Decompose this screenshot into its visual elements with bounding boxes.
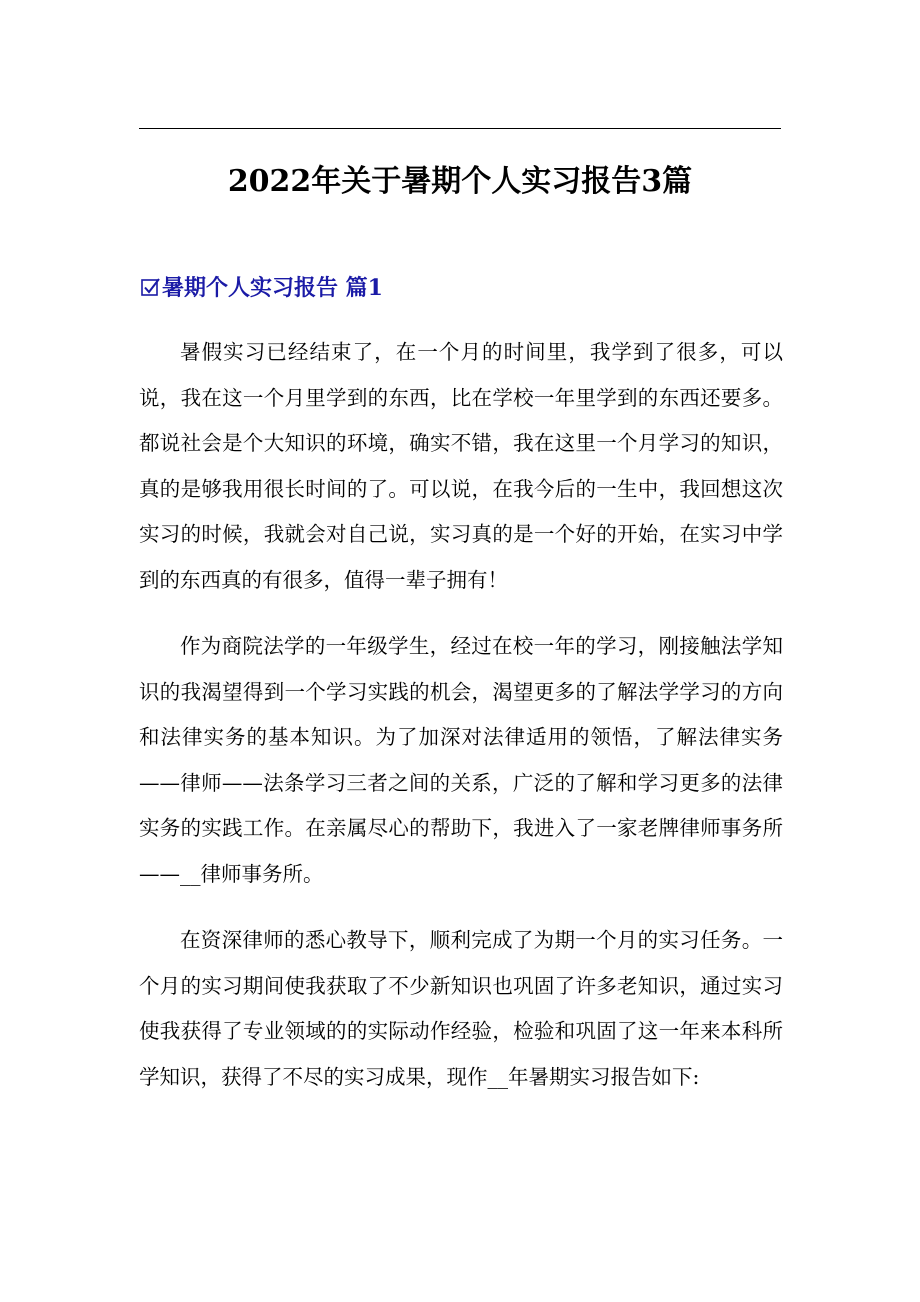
document-title: 2022年关于暑期个人实习报告3篇 — [227, 164, 693, 199]
section-heading — [141, 271, 383, 305]
section-heading-text: 暑期个人实习报告 篇1 — [162, 275, 383, 301]
header-rule — [139, 128, 781, 129]
paragraph-3: 在资深律师的悉心教导下，顺利完成了为期一个月的实习任务。一个月的实习期间使我获取了不少新知识也巩固了许多老知识，通过实习使我获得了专业领域的的实际动作经验，检验和巩固了这一年来本科所学知识，获得了不尽的实习成果，现作__年暑期实习报告如下: — [139, 928, 783, 1089]
paragraph-1: 暑假实习已经结束了，在一个月的时间里，我学到了很多，可以说，我在这一个月里学到的东西，比在学校一年里学到的东西还要多。都说社会是个大知识的环境，确实不错，我在这里一个月学习的知识，真的是够我用很长时间的了。可以说，在我今后的一生中，我回想这次实习的时候，我就会对自己说，实习真的是一个好的开始，在实习中学到的东西真的有很多，值得一辈子拥有！ — [139, 340, 783, 592]
paragraph-2: 作为商院法学的一年级学生，经过在校一年的学习，刚接触法学知识的我渴望得到一个学习实践的机会，渴望更多的了解法学学习的方向和法律实务的基本知识。为了加深对法律适用的领悟，了解法律实务——律师——法条学习三者之间的关系，广泛的了解和学习更多的法律实务的实践工作。在亲属尽心的帮助下，我进入了一家老牌律师事务所——__律师事务所。 — [139, 634, 783, 886]
body-text — [139, 330, 783, 1121]
checkbox-check-icon — [141, 278, 160, 297]
